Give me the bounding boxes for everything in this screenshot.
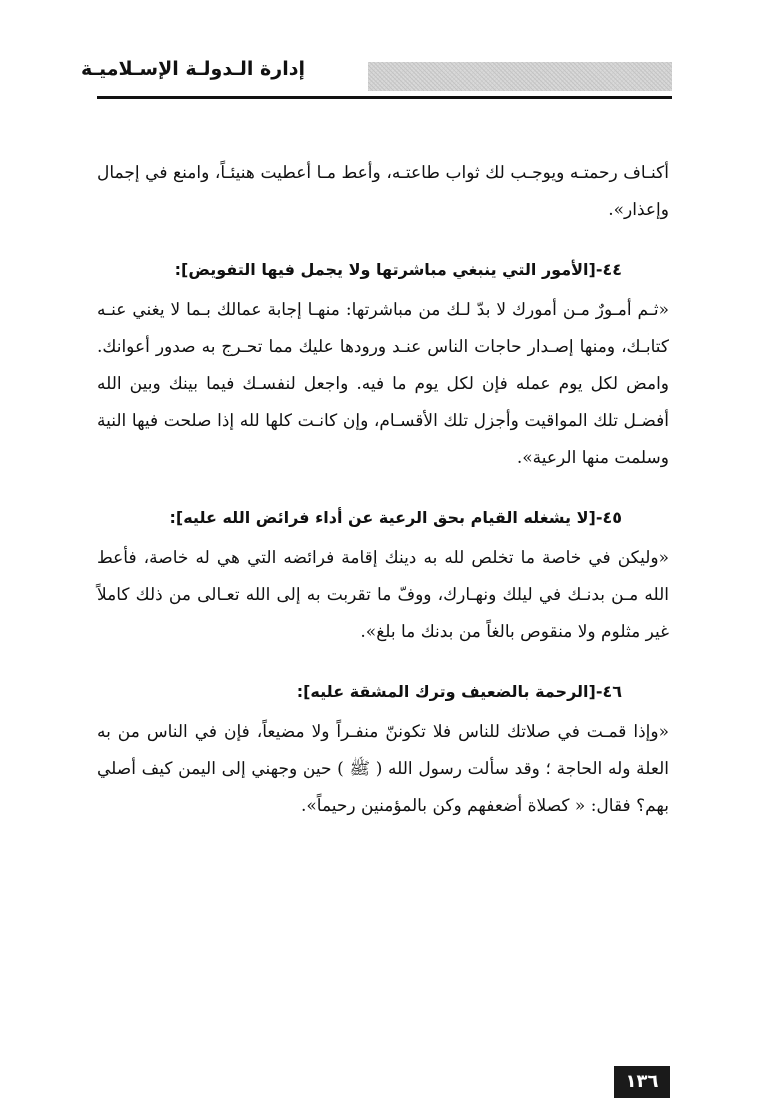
page-number: ١٣٦ (614, 1066, 670, 1098)
intro-paragraph: أكنـاف رحمتـه ويوجـب لك ثواب طاعتـه، وأعط مـا أعطيت هنيئـاً، وامنع في إجمال وإعذار». (97, 163, 669, 220)
running-header-title: إدارة الـدولـة الإسـلاميـة (80, 58, 305, 80)
section-44-heading: ٤٤-[الأمور التي ينبغي مباشرتها ولا يجمل فيها التفويض]: (174, 260, 622, 279)
header-rule (97, 96, 672, 99)
section-45-heading: ٤٥-[لا يشغله القيام بحق الرعية عن أداء فرائض الله عليه]: (169, 508, 622, 527)
section-44-body: «ثـم أمـورٌ مـن أمورك لا بدّ لـك من مباشرتها: منهـا إجابة عمالك بـما لا يغني عنـه كتابـك، ومنها إصـدار حاجات الناس عنـد ورودها عليك مما تحـرج به صدور أعوانك. وامض لكل يوم عمله فإن لكل يوم ما فيه. واجعل لنفسـك فيما بينك وبين الله أفضـل تلك المواقيت وأجزل تلك الأقسـام، وإن كانـت كلها لله إذا صلحت فيها النية وسلمت منها الرعية». (97, 300, 669, 468)
page-body (97, 155, 669, 825)
section-46-body: «وإذا قمـت في صلاتك للناس فلا تكوننّ منفـراً ولا مضيعاً، فإن في الناس من به العلة وله الحاجة ؛ وقد سألت رسول الله ( ﷺ ) حين وجهني إلى اليمن كيف أصلي بهم؟ فقال: « كصلاة أضعفهم وكن بالمؤمنين رحيماً». (97, 722, 669, 816)
header-decorative-band (368, 62, 672, 91)
section-45-body: «وليكن في خاصة ما تخلص لله به دينك إقامة فرائضه التي هي له خاصة، فأعط الله مـن بدنـك في ليلك ونهـارك، ووفّ ما تقربت به إلى الله تعـالى من ذلك كاملاً غير مثلوم ولا منقوص بالغاً من بدنك ما بلغ». (97, 548, 669, 642)
section-46-heading: ٤٦-[الرحمة بالضعيف وترك المشقة عليه]: (296, 682, 622, 701)
